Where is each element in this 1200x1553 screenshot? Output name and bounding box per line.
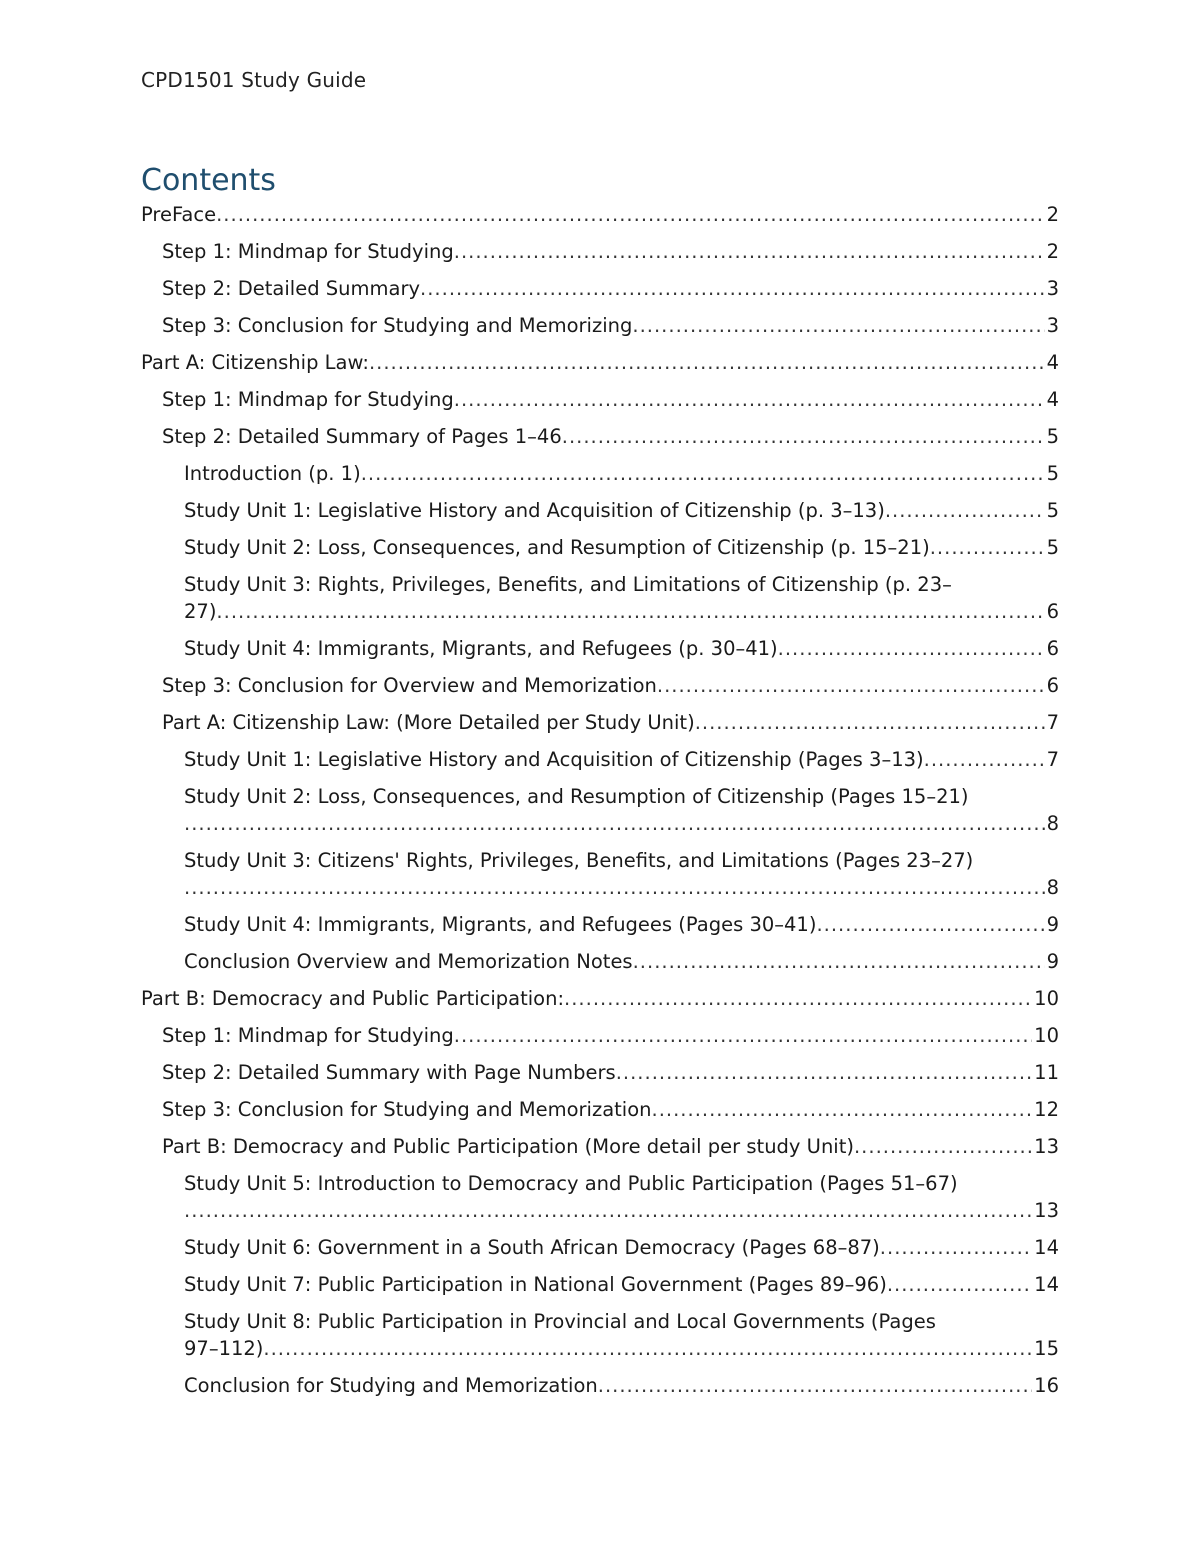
dot-leader [184,810,1045,837]
dot-leader [216,598,1044,625]
toc-entry-text: Part B: Democracy and Public Participation (More detail per study Unit) [162,1135,854,1158]
dot-leader [854,1133,1032,1160]
toc-entry[interactable] [141,386,1059,413]
toc-entry[interactable] [141,985,1059,1012]
toc-entry[interactable] [141,746,1059,773]
toc-entry-text-line2: 97–112) [184,1337,264,1360]
toc-page-number: 10 [1034,987,1059,1010]
toc-entry-text: Step 1: Mindmap for Studying [162,240,454,263]
toc-entry[interactable] [141,635,1059,662]
dot-leader [454,1022,1032,1049]
toc-entry[interactable] [141,423,1059,450]
dot-leader [216,201,1044,228]
toc-entry[interactable] [141,1022,1059,1049]
dot-leader [652,1096,1033,1123]
toc-entry[interactable] [141,672,1059,699]
toc-page-number: 9 [1046,950,1059,973]
toc-page-number: 5 [1046,462,1059,485]
toc-page-number: 2 [1046,240,1059,263]
dot-leader [564,985,1032,1012]
toc-entry-text: Study Unit 7: Public Participation in National Government (Pages 89–96) [184,1273,887,1296]
toc-page-number: 7 [1046,748,1059,771]
toc-entry-text: Step 2: Detailed Summary [162,277,421,300]
dot-leader [184,874,1045,901]
toc-entry[interactable] [141,1059,1059,1086]
toc-entry-text: Conclusion Overview and Memorization Notes [184,950,633,973]
toc-entry[interactable] [141,1372,1059,1399]
dot-leader [885,497,1045,524]
toc-entry-text: Study Unit 6: Government in a South African Democracy (Pages 68–87) [184,1236,880,1259]
toc-entry-text: Study Unit 4: Immigrants, Migrants, and Refugees (p. 30–41) [184,637,778,660]
toc-entry-text: Step 2: Detailed Summary with Page Numbers [162,1061,616,1084]
toc-page-number: 11 [1034,1061,1059,1084]
toc-page-number: 8 [1046,876,1059,899]
toc-entry[interactable] [141,275,1059,302]
toc-page-number: 3 [1046,277,1059,300]
toc-entry-text: Study Unit 3: Citizens' Rights, Privileges, Benefits, and Limitations (Pages 23–27) [184,849,974,872]
dot-leader [369,349,1045,376]
toc-entry[interactable] [141,911,1059,938]
toc-entry-text: Study Unit 4: Immigrants, Migrants, and Refugees (Pages 30–41) [184,913,817,936]
toc-page-number: 9 [1046,913,1059,936]
toc-entry[interactable] [141,1271,1059,1298]
toc-page-number: 12 [1034,1098,1059,1121]
toc-entry[interactable] [141,312,1059,339]
toc-entry-text: Study Unit 1: Legislative History and Acquisition of Citizenship (p. 3–13) [184,499,885,522]
toc-entry[interactable] [141,534,1059,561]
dot-leader [263,1335,1032,1362]
dot-leader [633,948,1045,975]
toc-entry[interactable] [141,201,1059,228]
toc-entry-text: Step 3: Conclusion for Studying and Memorizing [162,314,633,337]
toc-entry[interactable] [141,847,1059,901]
toc-entry[interactable] [141,948,1059,975]
dot-leader [184,1197,1032,1224]
toc-entry-continuation [184,810,1059,837]
toc-entry-text: Study Unit 5: Introduction to Democracy and Public Participation (Pages 51–67) [184,1172,958,1195]
dot-leader [880,1234,1032,1261]
toc-entry-text: Step 1: Mindmap for Studying [162,1024,454,1047]
toc-page-number: 4 [1046,351,1059,374]
dot-leader [598,1372,1032,1399]
toc-page-number: 13 [1034,1135,1059,1158]
toc-entry-text: Study Unit 2: Loss, Consequences, and Resumption of Citizenship (Pages 15–21) [184,785,969,808]
toc-page-number: 6 [1046,674,1059,697]
toc-entry-text: Introduction (p. 1) [184,462,361,485]
toc-page-number: 10 [1034,1024,1059,1047]
dot-leader [816,911,1044,938]
toc-entry[interactable] [141,1096,1059,1123]
toc-entry[interactable] [141,709,1059,736]
toc-page-number: 5 [1046,499,1059,522]
toc-entry[interactable] [141,238,1059,265]
toc-entry-text-line2: 27) [184,600,217,623]
toc-page-number: 4 [1046,388,1059,411]
dot-leader [657,672,1045,699]
dot-leader [778,635,1045,662]
toc-page-number: 5 [1046,425,1059,448]
toc-page-number: 16 [1034,1374,1059,1397]
toc-page-number: 14 [1034,1273,1059,1296]
toc-entry[interactable] [141,571,1059,625]
toc-page-number: 14 [1034,1236,1059,1259]
toc-entry-text: Step 2: Detailed Summary of Pages 1–46 [162,425,562,448]
dot-leader [361,460,1045,487]
toc-page-number: 5 [1046,536,1059,559]
running-header: CPD1501 Study Guide [141,68,367,92]
toc-entry-text: Study Unit 8: Public Participation in Provincial and Local Governments (Pages [184,1310,936,1333]
toc-entry-text: Step 3: Conclusion for Overview and Memorization [162,674,657,697]
table-of-contents [141,201,1059,1409]
dot-leader [887,1271,1032,1298]
toc-entry[interactable] [141,1234,1059,1261]
toc-entry-continuation [184,598,1059,625]
toc-entry[interactable] [141,460,1059,487]
toc-entry-text: Study Unit 2: Loss, Consequences, and Resumption of Citizenship (p. 15–21) [184,536,930,559]
toc-entry-text: Step 1: Mindmap for Studying [162,388,454,411]
dot-leader [616,1059,1032,1086]
dot-leader [695,709,1045,736]
toc-entry-text: Step 3: Conclusion for Studying and Memorization [162,1098,652,1121]
dot-leader [924,746,1045,773]
toc-page-number: 7 [1046,711,1059,734]
toc-entry[interactable] [141,349,1059,376]
toc-entry-text: Part B: Democracy and Public Participation: [141,987,565,1010]
dot-leader [454,238,1045,265]
toc-entry-text: Part A: Citizenship Law: [141,351,369,374]
toc-page-number: 13 [1034,1199,1059,1222]
toc-title: Contents [141,163,276,198]
toc-entry-text: Study Unit 1: Legislative History and Acquisition of Citizenship (Pages 3–13) [184,748,924,771]
toc-entry-continuation [184,1335,1059,1362]
dot-leader [454,386,1045,413]
dot-leader [420,275,1045,302]
toc-entry-continuation [184,874,1059,901]
toc-entry-text: Part A: Citizenship Law: (More Detailed per Study Unit) [162,711,695,734]
toc-page-number: 3 [1046,314,1059,337]
toc-entry[interactable] [141,783,1059,837]
toc-page-number: 6 [1046,600,1059,623]
toc-entry[interactable] [141,1170,1059,1224]
toc-entry-text: PreFace [141,203,217,226]
dot-leader [562,423,1045,450]
toc-entry[interactable] [141,1308,1059,1362]
toc-page-number: 8 [1046,812,1059,835]
dot-leader [632,312,1044,339]
dot-leader [930,534,1045,561]
toc-entry-text: Conclusion for Studying and Memorization [184,1374,598,1397]
toc-entry[interactable] [141,1133,1059,1160]
toc-entry-continuation [184,1197,1059,1224]
toc-entry-text: Study Unit 3: Rights, Privileges, Benefits, and Limitations of Citizenship (p. 23– [184,573,952,596]
toc-entry[interactable] [141,497,1059,524]
toc-page-number: 15 [1034,1337,1059,1360]
toc-page-number: 6 [1046,637,1059,660]
toc-page-number: 2 [1046,203,1059,226]
